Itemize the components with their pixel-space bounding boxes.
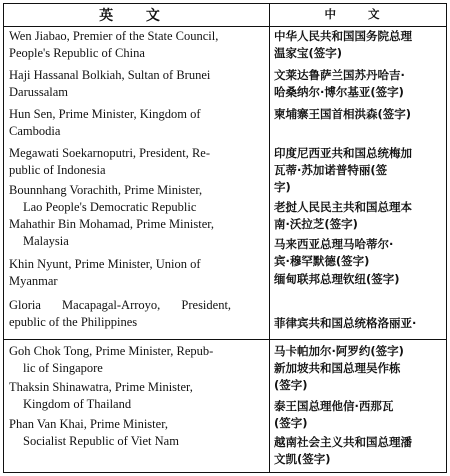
row-english: Haji Hassanal Bolkiah, Sultan of Brunei Darussalam [9,68,211,99]
row-english: Khin Nyunt, Prime Minister, Union of Myanmar [9,257,201,288]
row-english: Megawati Soekarnoputri, President, Re- public of Indonesia [9,146,210,177]
row-english: Thaksin Shinawatra, Prime Minister, Kingdom of Thailand [9,380,193,411]
row-chinese: 中华人民共和国国务院总理 温家宝(签字) [274,29,412,60]
row-chinese: 马卡帕加尔·阿罗约(签字) 新加坡共和国总理吴作栋 (签字) [274,344,404,392]
header-english: 英 文 [99,8,174,24]
row-english: Mahathir Bin Mohamad, Prime Minister, Malaysia [9,217,215,248]
row-chinese: 缅甸联邦总理钦纽(签字) [274,272,400,286]
row-chinese: 文莱达鲁萨兰国苏丹哈吉· 哈桑纳尔·博尔基亚(签字) [274,68,405,99]
row-chinese: 马来西亚总理马哈蒂尔· 宾·穆罕默德(签字) [274,237,394,268]
header-divider [4,26,446,27]
row-chinese: 泰王国总理他信·西那瓦 (签字) [274,399,394,430]
row-chinese: 印度尼西亚共和国总统梅加 瓦蒂·苏加诺普特丽(签 字) [274,146,412,194]
row-english: Gloria Macapagal-Arroyo, President, epublic of the Philippines [9,298,232,329]
signatories-table [3,3,447,473]
group-divider [4,339,446,340]
row-chinese: 柬埔寨王国首相洪森(签字) [274,107,412,121]
row-english: Goh Chok Tong, Prime Minister, Repub- lic of Singapore [9,344,214,375]
row-english: Bounnhang Vorachith, Prime Minister, Lao People's Democratic Republic [9,183,203,214]
row-english: Wen Jiabao, Premier of the State Council, People's Republic of China [9,29,219,60]
column-divider [269,4,270,472]
row-chinese: 越南社会主义共和国总理潘 文凯(签字) [274,435,412,466]
row-english: Hun Sen, Prime Minister, Kingdom of Cambodia [9,107,201,138]
header-chinese: 中 文 [324,7,394,21]
row-chinese: 菲律宾共和国总统格洛丽亚· [274,316,417,330]
row-english: Phan Van Khai, Prime Minister, Socialist Republic of Viet Nam [9,417,179,448]
row-chinese: 老挝人民民主共和国总理本 南·沃拉芝(签字) [274,200,412,231]
